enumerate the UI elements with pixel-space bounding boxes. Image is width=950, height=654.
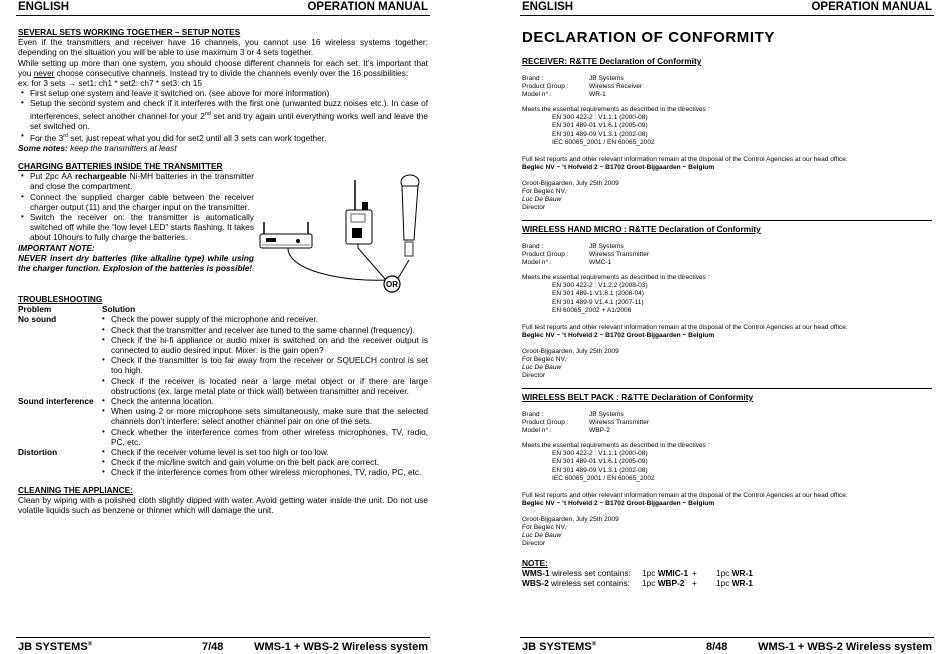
field-label: Brand : xyxy=(522,411,544,418)
set-name: WBS-2 wireless set contains: xyxy=(522,578,630,589)
set-contents-note xyxy=(522,558,753,589)
brand-row xyxy=(522,75,932,83)
column-header: Solution xyxy=(102,304,136,315)
standard-item: EN 300 422-2 : V1.1.1 (2000-08) xyxy=(552,114,648,122)
list-item: • Check if the receiver volume level is set too high or too low. xyxy=(111,447,428,457)
standard-item: IEC 60065_2001 / EN 60065_2002 xyxy=(552,138,655,146)
troubleshooting-section xyxy=(18,294,428,478)
set-contents-row xyxy=(522,568,753,578)
plus-sign: + xyxy=(692,578,697,589)
page-footer xyxy=(16,637,430,654)
plus-sign: + xyxy=(692,568,697,579)
notes-line: Some notes: keep the transmitters at least xyxy=(18,142,177,153)
list-item: • Check that the transmitter and receiver are tuned to the same channel (frequency). xyxy=(111,325,428,335)
list-item: • Check the power supply of the microphone and receiver. xyxy=(111,314,428,324)
problem-cell: Sound interference xyxy=(18,396,94,407)
list-item: • Check the antenna location. xyxy=(111,396,428,406)
paragraph: Even if the transmitters and receiver have 16 channels, you cannot use 16 wireless systems together: depending on the situation you will be able to use maximum 3 or 4 sets together. xyxy=(18,37,428,58)
section-title: SEVERAL SETS WORKING TOGETHER – SETUP NOTES xyxy=(18,27,241,37)
problem-cell: Distortion xyxy=(18,447,58,458)
declaration-block xyxy=(522,224,932,389)
company-address: Beglec NV ~ ‘t Hofveld 2 ~ B1702 Groot-Bijgaarden ~ Belgium xyxy=(522,163,715,171)
component-1: 1pc WBP-2 xyxy=(642,578,685,589)
place-date: Groot-Bijgaarden, July 25th 2009 xyxy=(522,347,619,355)
company-address: Beglec NV ~ ‘t Hofveld 2 ~ B1702 Groot-Bijgaarden ~ Belgium xyxy=(522,331,715,339)
declaration-block xyxy=(522,56,932,221)
brand-row xyxy=(522,243,932,251)
field-value: JB Systems xyxy=(589,75,624,82)
header-manual-title: OPERATION MANUAL xyxy=(307,1,428,13)
list-item: • Check if the transmitter is too far away from the receiver or SQUELCH control is set too high. xyxy=(111,355,428,375)
component-2: 1pc WR-1 xyxy=(716,568,753,579)
standard-item: IEC 60065_2001 / EN 60065_2002 xyxy=(552,474,655,482)
field-label: Brand : xyxy=(522,243,544,250)
field-value: Wireless Transmitter xyxy=(589,419,650,427)
cleaning-section xyxy=(18,485,428,516)
important-note-label: IMPORTANT NOTE: xyxy=(18,242,95,253)
standard-item: EN 301 489-09 V1.3.1 (2002-08) xyxy=(552,466,648,474)
brand-row xyxy=(522,411,932,419)
page-header xyxy=(16,0,430,16)
model-row xyxy=(522,91,932,99)
page-footer xyxy=(520,637,934,654)
list-item: • Check whether the interference comes from other wireless microphones, TV, radio, PC, etc. xyxy=(111,427,428,447)
handheld-mic-illustration xyxy=(401,175,419,256)
section-title: CLEANING THE APPLIANCE: xyxy=(18,485,133,495)
signatory-name: Luc De Bauw xyxy=(522,532,562,540)
product-group-row xyxy=(522,419,932,427)
solution-list xyxy=(102,314,428,396)
test-reports-note: Full test reports and other relevant information remain at the disposal of the Control Agencies at our head office: xyxy=(522,491,848,499)
standard-item: EN 301 489-1 V1.8.1 (2008-04) xyxy=(552,290,645,298)
field-label: Model n° : xyxy=(522,427,552,435)
declaration-block xyxy=(522,392,932,548)
list-item: • Check if the interference comes from other wireless microphones, TV, radio, PC, etc. xyxy=(111,467,428,477)
component-1: 1pc WMIC-1 xyxy=(642,568,689,579)
header-manual-title: OPERATION MANUAL xyxy=(811,1,932,13)
directives-intro: Meets the essential requirements as described in the directives : xyxy=(522,442,710,450)
signatory-role: Director xyxy=(522,204,546,212)
problem-cell: No sound xyxy=(18,314,57,325)
spacer xyxy=(522,508,932,516)
field-value: Wireless Receiver xyxy=(589,83,643,91)
several-sets-section xyxy=(18,27,428,153)
product-group-row xyxy=(522,251,932,259)
page-title: DECLARATION OF CONFORMITY xyxy=(522,29,776,46)
solution-cell xyxy=(102,396,428,447)
page-number: 7/48 xyxy=(202,641,224,653)
divider xyxy=(522,220,932,221)
company-line: For Beglec NV, xyxy=(522,356,567,364)
company-line: For Beglec NV, xyxy=(522,188,567,196)
standard-item: EN 301 489-01 V1.6.1 (2005-09) xyxy=(552,458,648,466)
spacer xyxy=(522,172,932,180)
field-label: Model n° : xyxy=(522,259,552,267)
list-item: • Check if the hi-fi appliance or audio mixer is switched on and the receiver output is connected to audio desired input. Mixer: is the gain open? xyxy=(111,335,428,355)
standard-item: EN 301 489-9 V1.4.1 (2007-11) xyxy=(552,298,644,306)
page-number: 8/48 xyxy=(706,641,728,653)
paragraph: While setting up more than one system, you should choose different channels for each set. It’s important that you never choose consecutive channels. Instead try to divide the channels evenly over the 16 possibilities: xyxy=(18,57,428,78)
list-item: • First setup one system and leave it switched on. (see above for more information) xyxy=(30,88,428,98)
company-address: Beglec NV ~ ‘t Hofveld 2 ~ B1702 Groot-Bijgaarden ~ Belgium xyxy=(522,499,715,507)
spacer xyxy=(522,435,932,442)
header-language: ENGLISH xyxy=(522,1,574,13)
place-date: Groot-Bijgaarden, July 25th 2009 xyxy=(522,179,619,187)
standard-item: EN 60065_2002 + A1/2006 xyxy=(552,306,632,314)
directives-intro: Meets the essential requirements as described in the directives : xyxy=(522,106,710,114)
charging-illustration xyxy=(258,172,428,294)
troubleshooting-table xyxy=(18,304,428,477)
table-row xyxy=(18,447,428,478)
field-label: Model n° : xyxy=(522,91,552,99)
solution-list xyxy=(102,396,428,447)
section-title: TROUBLESHOOTING xyxy=(18,294,103,304)
set-name: WMS-1 wireless set contains: xyxy=(522,568,631,579)
list-item: • Check if the receiver is located near a large metal object or if there are large obstructions (ex. large metal plate or thick wall) between transmitter and receiver. xyxy=(111,376,428,396)
field-value: WMC-1 xyxy=(589,259,612,267)
bullet-list xyxy=(18,171,254,242)
list-item: • Switch the receiver on: the transmitter is automatically switched off while the “low level LED” starts flashing. It takes about 10hours to fully charge the batteries. xyxy=(30,212,254,243)
solution-cell xyxy=(102,447,428,478)
field-value: Wireless Transmitter xyxy=(589,251,650,259)
model-row xyxy=(522,259,932,267)
spacer xyxy=(522,99,932,106)
spacer xyxy=(522,147,932,156)
section-title: CHARGING BATTERIES INSIDE THE TRANSMITTER xyxy=(18,161,223,171)
table-row xyxy=(18,396,428,447)
model-row xyxy=(522,427,932,435)
footer-brand: JB SYSTEMS® xyxy=(18,641,93,653)
declaration-title: WIRELESS BELT PACK : R&TTE Declaration of Conformity xyxy=(522,392,754,402)
table-header-row xyxy=(18,304,428,314)
spacer xyxy=(522,340,932,348)
note-title: NOTE: xyxy=(522,558,548,568)
declaration-title: RECEIVER: R&TTE Declaration of Conformity xyxy=(522,56,702,66)
list-item: • Setup the second system and check if it interferes with the first one (unwanted buzz noises etc.). In case of interferences, select another channel for your 2nd set and try again until everything works well and leave the set switched on. xyxy=(30,98,428,130)
footer-brand: JB SYSTEMS® xyxy=(522,641,597,653)
list-item: • Check if the mic/line switch and gain volume on the belt pack are correct. xyxy=(111,457,428,467)
page-header xyxy=(520,0,934,16)
spacer xyxy=(522,483,932,492)
solution-list xyxy=(102,447,428,478)
field-label: Product Group : xyxy=(522,419,569,427)
footer-product: WMS-1 + WBS-2 Wireless system xyxy=(758,641,932,653)
field-value: WR-1 xyxy=(589,91,606,99)
footer-product: WMS-1 + WBS-2 Wireless system xyxy=(254,641,428,653)
column-header: Problem xyxy=(18,304,52,315)
list-item: • For the 3rd set, just repeat what you did for set2 until all 3 sets can work together. xyxy=(30,131,428,143)
battery-warning: NEVER insert dry batteries (like alkaline type) while using the charger function. Explosion of the batteries is possible! xyxy=(18,252,254,274)
list-item: • Connect the supplied charger cable between the receiver charger output (11) and the charger input on the transmitter. xyxy=(30,192,254,212)
field-label: Product Group : xyxy=(522,251,569,259)
paragraph: Clean by wiping with a polished cloth slightly dipped with water. Avoid getting water inside the unit. Do not use volatile liquids such as benzene or thinner which will damage the unit. xyxy=(18,495,428,516)
header-language: ENGLISH xyxy=(18,1,70,13)
field-value: WBP-2 xyxy=(589,427,610,435)
bullet-list xyxy=(18,88,428,143)
signatory-name: Luc De Bauw xyxy=(522,364,562,372)
field-label: Product Group : xyxy=(522,83,569,91)
field-value: JB Systems xyxy=(589,411,624,418)
spacer xyxy=(522,315,932,324)
receiver-illustration xyxy=(260,222,312,248)
list-item: • When using 2 or more microphone sets simultaneously, make sure that the selected channels don’t interfere: select another channel pair on one of the sets. xyxy=(111,406,428,426)
product-group-row xyxy=(522,83,932,91)
or-label: OR xyxy=(386,280,398,289)
place-date: Groot-Bijgaarden, July 25th 2009 xyxy=(522,515,619,523)
field-value: JB Systems xyxy=(589,243,624,250)
beltpack-illustration xyxy=(346,180,372,244)
charging-section xyxy=(18,161,254,273)
spacer xyxy=(522,267,932,274)
page-left xyxy=(0,0,446,654)
standard-item: EN 301 489-09 V1.3.1 (2002-08) xyxy=(552,130,648,138)
company-line: For Beglec NV, xyxy=(522,524,567,532)
component-2: 1pc WR-1 xyxy=(716,578,753,589)
list-item: • Put 2pc AA rechargeable Ni-MH batteries in the transmitter and close the compartment. xyxy=(30,171,254,191)
test-reports-note: Full test reports and other relevant information remain at the disposal of the Control Agencies at our head office: xyxy=(522,323,848,331)
solution-cell xyxy=(102,314,428,396)
table-row xyxy=(18,314,428,396)
signatory-role: Director xyxy=(522,540,546,548)
channel-example: ex. for 3 sets → set1: ch1 * set2: ch7 * set3: ch 15 xyxy=(18,78,203,89)
signatory-role: Director xyxy=(522,372,546,380)
set-contents-row xyxy=(522,578,753,588)
standard-item: EN 300 422-2 : V1.1.1 (2000-08) xyxy=(552,450,648,458)
page-right xyxy=(504,0,950,654)
standard-item: EN 300 422-2 : V1.2.2 (2008-03) xyxy=(552,282,648,290)
directives-intro: Meets the essential requirements as described in the directives : xyxy=(522,274,710,282)
standard-item: EN 301 489-01 V1.6.1 (2005-09) xyxy=(552,122,648,130)
divider xyxy=(522,388,932,389)
declaration-title: WIRELESS HAND MICRO : R&TTE Declaration of Conformity xyxy=(522,224,761,234)
test-reports-note: Full test reports and other relevant information remain at the disposal of the Control Agencies at our head office: xyxy=(522,155,848,163)
field-label: Brand : xyxy=(522,75,544,82)
signatory-name: Luc De Bauw xyxy=(522,196,562,204)
